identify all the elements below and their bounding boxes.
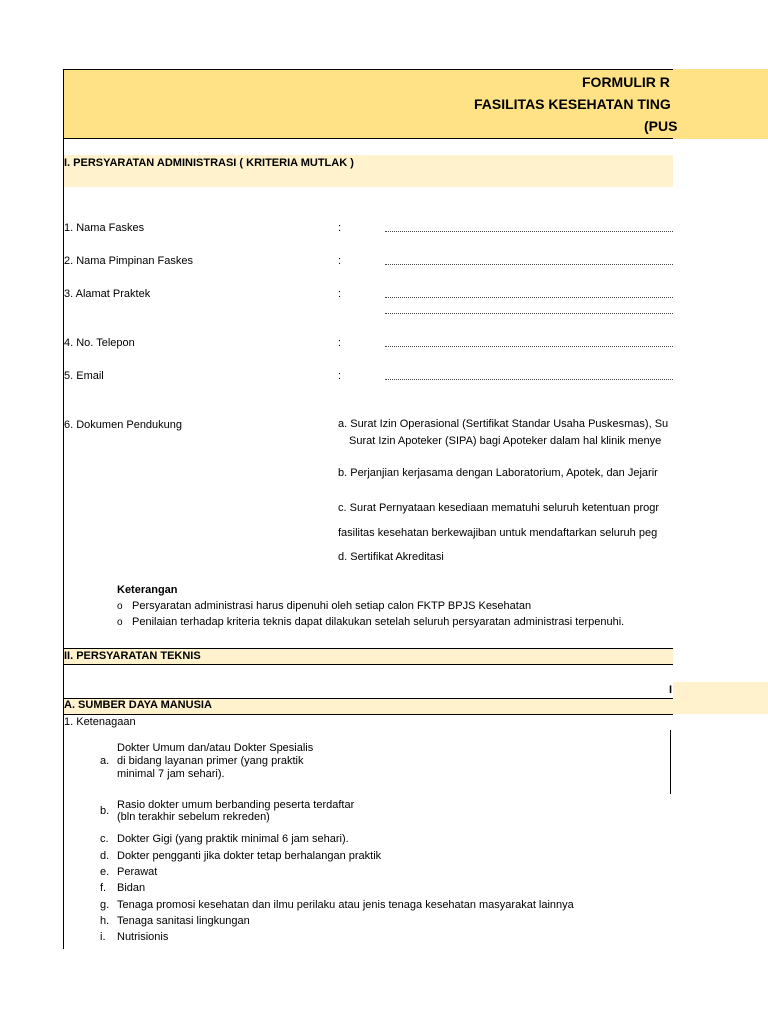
field-label-nama-pimpinan: 2. Nama Pimpinan Faskes — [64, 255, 193, 267]
item-text: (bln terakhir sebelum rekreden) — [117, 811, 270, 823]
header-bottom-border — [63, 138, 673, 139]
item-letter: f. — [100, 882, 107, 894]
keterangan-bullet: o — [117, 601, 123, 612]
section2-title: II. PERSYARATAN TEKNIS — [64, 650, 201, 662]
item-text: minimal 7 jam sehari). — [117, 768, 225, 780]
keterangan-item: Persyaratan administrasi harus dipenuhi oleh setiap calon FKTP BPJS Kesehatan — [132, 600, 532, 612]
item-text: Perawat — [117, 866, 158, 878]
dokumen-label: 6. Dokumen Pendukung — [64, 419, 183, 431]
item-text: Tenaga promosi kesehatan dan ilmu perilaku atau jenis tenaga kesehatan masyarakat lainnya — [117, 899, 574, 911]
left-border — [63, 69, 64, 949]
field-label-alamat: 3. Alamat Praktek — [64, 288, 151, 300]
dokumen-item-d: d. Sertifikat Akreditasi — [338, 551, 444, 563]
section2-bottom-border — [64, 664, 673, 665]
item-text: Dokter Umum dan/atau Dokter Spesialis — [117, 742, 314, 754]
right-column-border — [670, 730, 671, 794]
field-colon: : — [338, 288, 342, 300]
dokumen-list-clip — [338, 412, 673, 572]
field-colon: : — [338, 255, 342, 267]
header-title-line1: FORMULIR R — [582, 74, 670, 90]
item-letter: a. — [100, 755, 110, 767]
keterangan-item: Penilaian terhadap kriteria teknis dapat dilakukan setelah seluruh persyaratan administrasi terpenuhi. — [132, 616, 625, 628]
item-letter: e. — [100, 866, 110, 878]
field-input-alamat-line1[interactable] — [385, 297, 673, 298]
item-letter: d. — [100, 850, 110, 862]
dokumen-item-c-line2: fasilitas kesehatan berkewajiban untuk mendaftarkan seluruh peg — [338, 527, 658, 539]
item-letter: h. — [100, 915, 110, 927]
field-colon: : — [338, 370, 342, 382]
field-label-telepon: 4. No. Telepon — [64, 337, 135, 349]
item-text: Dokter pengganti jika dokter tetap berhalangan praktik — [117, 850, 382, 862]
dokumen-item-a-line2: Surat Izin Apoteker (SIPA) bagi Apoteker dalam hal klinik menye — [349, 435, 662, 447]
item-letter: g. — [100, 899, 110, 911]
section1-title: I. PERSYARATAN ADMINISTRASI ( KRITERIA MUTLAK ) — [64, 157, 354, 169]
header-title-clip — [440, 72, 678, 138]
item-letter: b. — [100, 805, 110, 817]
dokumen-item-a-line1: a. Surat Izin Operasional (Sertifikat Standar Usaha Puskesmas), Su — [338, 418, 669, 430]
item-text: Nutrisionis — [117, 931, 169, 943]
right-header-cell — [673, 682, 768, 714]
item-text: Tenaga sanitasi lingkungan — [117, 915, 250, 927]
field-input-nama-faskes[interactable] — [385, 231, 673, 232]
dokumen-item-b: b. Perjanjian kerjasama dengan Laboratorium, Apotek, dan Jejarir — [338, 467, 658, 479]
section2-top-border — [64, 648, 673, 649]
item-text: Dokter Gigi (yang praktik minimal 6 jam sehari). — [117, 833, 349, 845]
item-letter: i. — [100, 931, 106, 943]
subsection-a-bottom-border — [64, 714, 673, 715]
dokumen-item-c-line1: c. Surat Pernyataan kesediaan mematuhi seluruh ketentuan progr — [338, 502, 660, 514]
field-colon: : — [338, 337, 342, 349]
keterangan-bullet: o — [117, 617, 123, 628]
keterangan-title: Keterangan — [117, 584, 178, 596]
field-label-nama-faskes: 1. Nama Faskes — [64, 222, 145, 234]
field-input-alamat-line2[interactable] — [385, 313, 673, 314]
item-text: Rasio dokter umum berbanding peserta terdaftar — [117, 799, 355, 811]
header-title-line2: FASILITAS KESEHATAN TING — [474, 96, 671, 112]
item-text: Bidan — [117, 882, 146, 894]
item-letter: c. — [100, 833, 109, 845]
field-input-nama-pimpinan[interactable] — [385, 264, 673, 265]
item-text: di bidang layanan primer (yang praktik — [117, 755, 304, 767]
field-colon: : — [338, 222, 342, 234]
field-input-telepon[interactable] — [385, 346, 673, 347]
ketenagaan-label: 1. Ketenagaan — [64, 716, 136, 728]
header-title-line3: (PUS — [644, 118, 678, 134]
header-top-border — [63, 69, 673, 70]
right-header-marker: I — [669, 684, 673, 696]
field-label-email: 5. Email — [64, 370, 104, 382]
subsection-a-title: A. SUMBER DAYA MANUSIA — [64, 699, 212, 711]
field-input-email[interactable] — [385, 379, 673, 380]
